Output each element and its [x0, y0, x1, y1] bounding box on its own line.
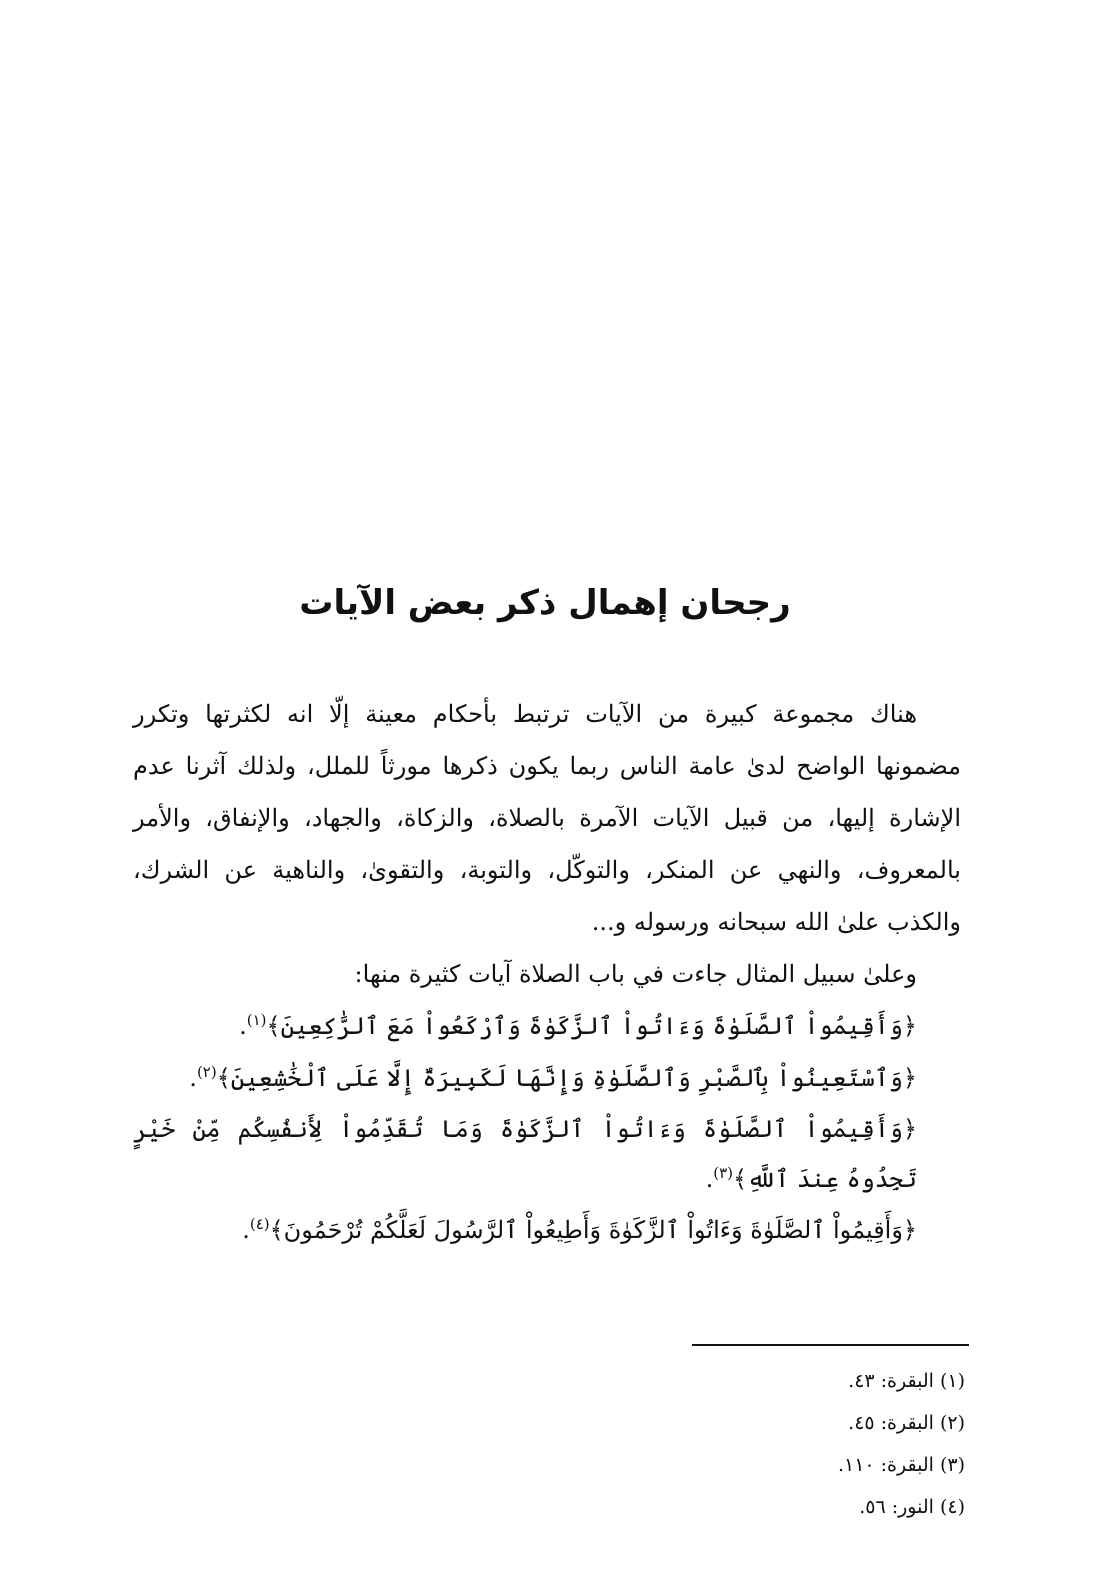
quran-verse: [133, 1000, 961, 1052]
footnotes: [660, 1360, 965, 1528]
verse-text: ﴿وَأَقِيمُواْ ٱلصَّلَوٰةَ وَءَاتُواْ ٱلزَّكَوٰةَ وَٱرْكَعُواْ مَعَ ٱلرَّٰكِعِينَ﴾: [266, 1012, 917, 1040]
footnote: (٣) البقرة: ١١٠.: [837, 1454, 965, 1476]
footnote-ref: (٤): [249, 1215, 270, 1233]
verse-end: .: [189, 1064, 197, 1092]
footnote-ref: (١): [246, 1011, 267, 1029]
footnote: (١) البقرة: ٤٣.: [848, 1370, 965, 1392]
footnote: (٢) البقرة: ٤٥.: [848, 1412, 965, 1434]
footnote: (٤) النور: ٥٦.: [859, 1496, 965, 1518]
body-text: [133, 688, 961, 1256]
examples-lead-in: وعلىٰ سبيل المثال جاءت في باب الصلاة آيات كثيرة منها:: [354, 960, 917, 988]
verse-end: .: [705, 1165, 714, 1193]
quran-verse: [133, 1104, 961, 1204]
intro-paragraph: هناك مجموعة كبيرة من الآيات ترتبط بأحكام معينة إلّا انه لكثرتها وتكرر مضمونها الواضح لدىٰ عامة الناس ربما يكون ذكرها مورثاً للملل، ولذلك آثرنا عدم الإشارة إليها، من قبيل الآيات الآمرة بالصلاة، والزكاة، والجهاد، والإنفاق، والأمر بالمعروف، والنهي عن المنكر، والتوكّل، والتوبة، والتقوىٰ، والناهية عن الشرك، والكذب علىٰ الله سبحانه ورسوله و...: [133, 700, 961, 936]
section-title: رجحان إهمال ذكر بعض الآيات: [299, 583, 791, 623]
verse-end: .: [242, 1216, 250, 1244]
quran-verse: [133, 1204, 961, 1256]
footnote-ref: (٣): [713, 1164, 733, 1182]
verse-text: ﴿وَأَقِيمُواْ ٱلصَّلَوٰةَ وَءَاتُواْ ٱلزَّكَوٰةَ وَمَا تُقَدِّمُواْ لِأَنفُسِكُم مِّنْ خَيْرٍ تَجِدُوهُ عِندَ ٱللَّهِ﴾: [133, 1115, 917, 1193]
footnote-ref: (٢): [196, 1063, 217, 1081]
quran-verse: [133, 1052, 961, 1104]
footnote-separator: [692, 1344, 969, 1346]
verse-text: ﴿وَأَقِيمُواْ ٱلصَّلَوٰةَ وَءَاتُواْ ٱلزَّكَوٰةَ وَأَطِيعُواْ ٱلرَّسُولَ لَعَلَّكُمْ تُرْحَمُونَ﴾: [269, 1216, 917, 1244]
verse-end: .: [239, 1012, 247, 1040]
verse-text: ﴿وَٱسْتَعِينُواْ بِٱلصَّبْرِ وَٱلصَّلَوٰةِ وَإِنَّهَا لَكَبِيرَةٌ إِلَّا عَلَى ٱلْخَٰشِعِينَ﴾: [216, 1064, 917, 1092]
